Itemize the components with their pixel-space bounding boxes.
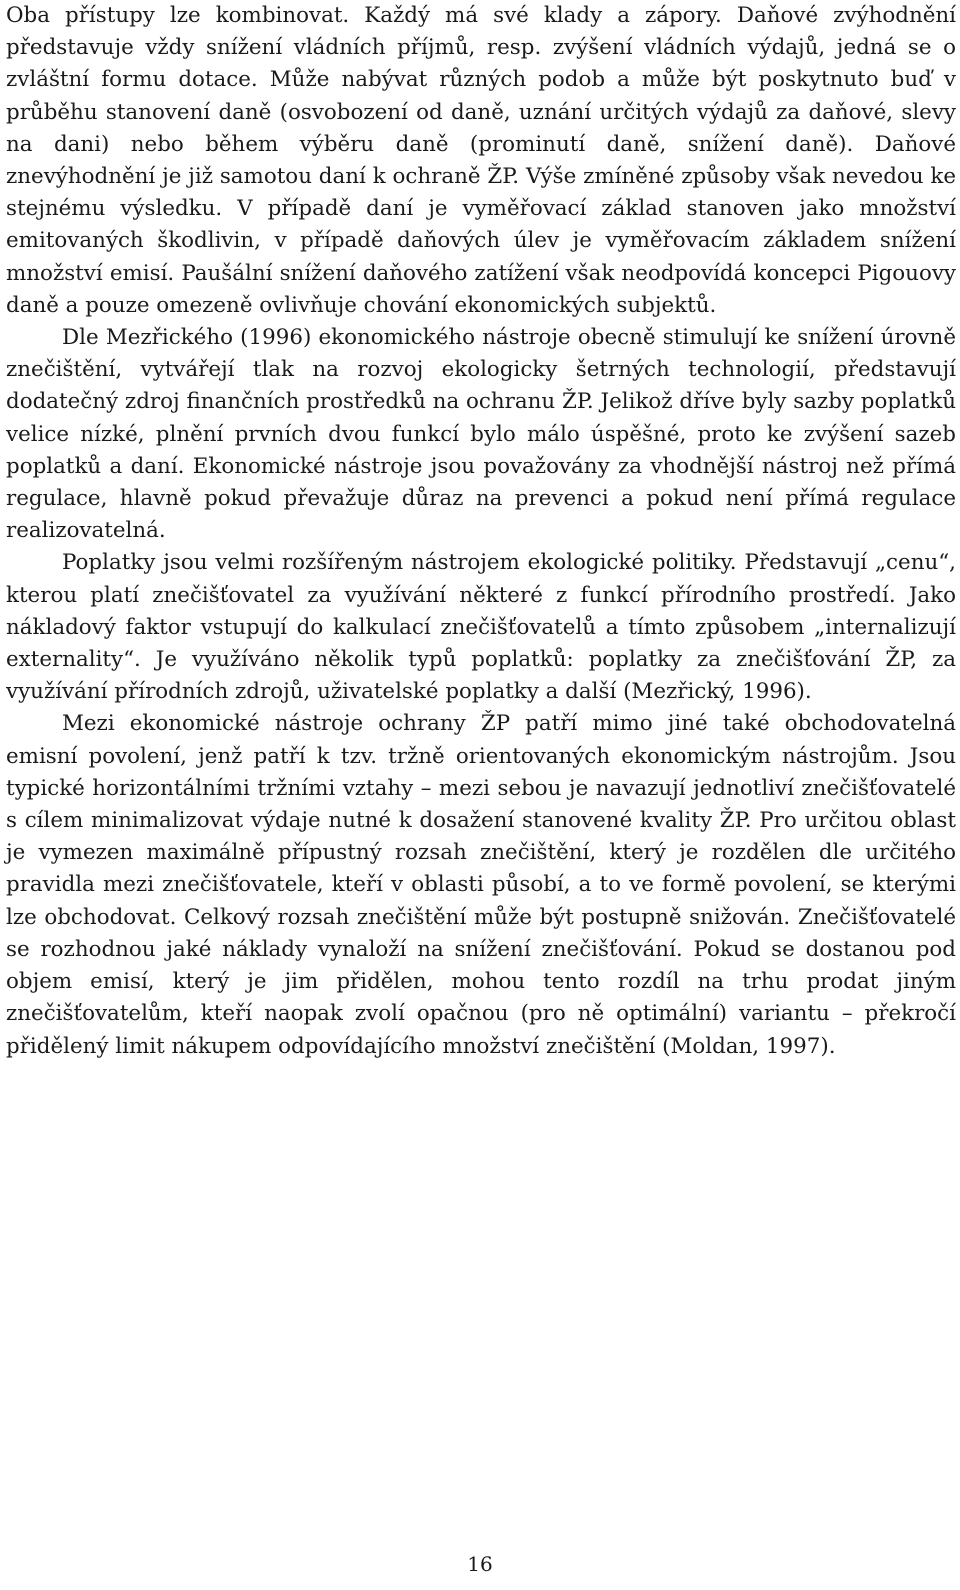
document-page: [6, 0, 956, 1063]
page-number: 16: [467, 1552, 493, 1576]
paragraph-fees: Poplatky jsou velmi rozšířeným nástrojem ekologické politiky. Představují „cenu“, kterou platí znečišťovatel za využívání některé z funkcí přírodního prostředí. Jako nákladový faktor vstupují do kalkulací znečišťovatelů a tímto způsobem „internalizují externality“. Je využíváno několik typů poplatků: poplatky za znečišťování ŽP, za využívání přírodních zdrojů, uživatelské poplatky a další (Mezřický, 1996).: [6, 550, 956, 705]
paragraph-emission-permits: Mezi ekonomické nástroje ochrany ŽP patří mimo jiné také obchodovatelná emisní povolení, jenž patří k tzv. tržně orientovaných ekonomickým nástrojům. Jsou typické horizontálními tržními vztahy – mezi sebou je navazují jednotliví znečišťovatelé s cílem minimalizovat výdaje nutné k dosažení stanovené kvality ŽP. Pro určitou oblast je vymezen maximálně přípustný rozsah znečištění, který je rozdělen dle určitého pravidla mezi znečišťovatele, kteří v oblasti působí, a to ve formě povolení, se kterými lze obchodovat. Celkový rozsah znečištění může být postupně snižován. Znečišťovatelé se rozhodnou jaké náklady vynaloží na snížení znečišťování. Pokud se dostanou pod objem emisí, který je jim přidělen, mohou tento rozdíl na trhu prodat jiným znečišťovatelům, kteří naopak zvolí opačnou (pro ně optimální) variantu – překročí přidělený limit nákupem odpovídajícího množství znečištění (Moldan, 1997).: [6, 711, 956, 1059]
paragraph-economic-instruments: Dle Mezřického (1996) ekonomického nástroje obecně stimulují ke snížení úrovně znečištění, vytvářejí tlak na rozvoj ekologicky šetrných technologií, představují dodatečný zdroj finančních prostředků na ochranu ŽP. Jelikož dříve byly sazby poplatků velice nízké, plnění prvních dvou funkcí bylo málo úspěšné, proto ke zvýšení sazeb poplatků a daní. Ekonomické nástroje jsou považovány za vhodnější nástroj než přímá regulace, hlavně pokud převažuje důraz na prevenci a pokud není přímá regulace realizovatelná.: [6, 325, 956, 544]
paragraph-taxes: Oba přístupy lze kombinovat. Každý má své klady a zápory. Daňové zvýhodnění představuje vždy snížení vládních příjmů, resp. zvýšení vládních výdajů, jedná se o zvláštní formu dotace. Může nabývat různých podob a může být poskytnuto buď v průběhu stanovení daně (osvobození od daně, uznání určitých výdajů za daňové, slevy na dani) nebo během výběru daně (prominutí daně, snížení daně). Daňové znevýhodnění je již samotou daní k ochraně ŽP. Výše zmíněné způsoby však nevedou ke stejnému výsledku. V případě daní je vyměřovací základ stanoven jako množství emitovaných škodlivin, v případě daňových úlev je vyměřovacím základem snížení množství emisí. Paušální snížení daňového zatížení však neodpovídá koncepci Pigouovy daně a pouze omezeně ovlivňuje chování ekonomických subjektů.: [6, 3, 956, 318]
